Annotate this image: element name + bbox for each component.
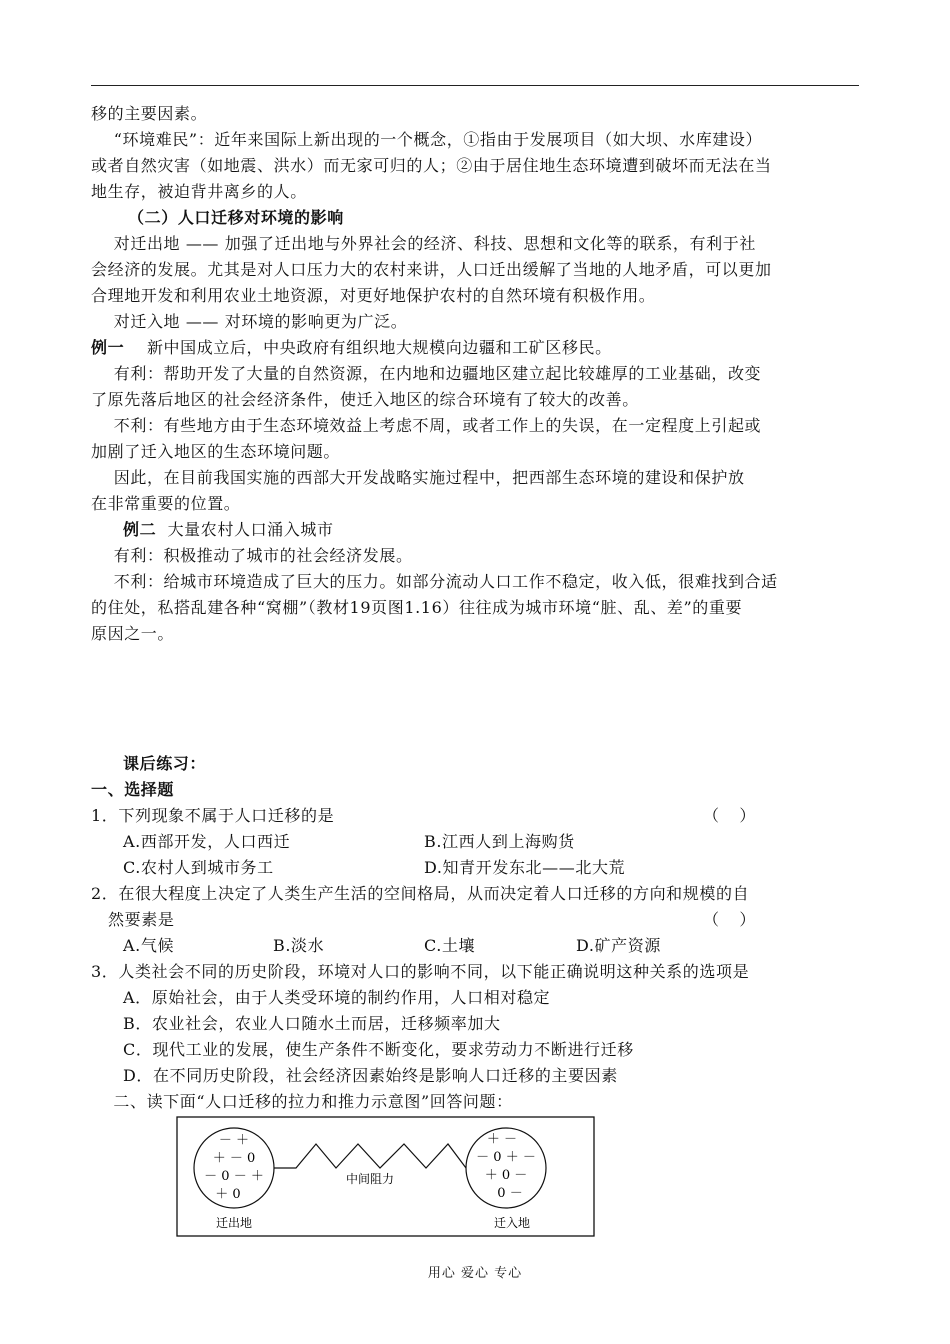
- para-line: 有利：积极推动了城市的社会经济发展。: [91, 546, 413, 565]
- para-line: 的住处，私搭乱建各种“窝棚”（教材19页图1.16）往往成为城市环境“脏、乱、差”的重要: [91, 598, 743, 617]
- resistance-zigzag: [274, 1144, 466, 1168]
- para-line: 加剧了迁入地区的生态环境问题。: [91, 442, 341, 461]
- option-d: D.矿产资源: [576, 936, 661, 955]
- option-b: B.江西人到上海购货: [424, 832, 575, 851]
- para-line: 对迁出地 —— 加强了迁出地与外界社会的经济、科技、思想和文化等的联系，有利于社: [91, 234, 756, 253]
- example-two: [123, 517, 898, 543]
- para-line: 合理地开发和利用农业土地资源，对更好地保护农村的自然环境有积极作用。: [91, 286, 656, 305]
- exercise-section-one: 一、选择题: [91, 780, 175, 799]
- sign-row: 0 －: [497, 1186, 523, 1201]
- sign-row: ＋ －: [486, 1132, 518, 1147]
- example-label: 例二: [123, 520, 157, 539]
- para-line: 在非常重要的位置。: [91, 494, 241, 513]
- question-1-stem: 1．下列现象不属于人口迁移的是: [91, 806, 335, 825]
- destination-signs: [476, 1132, 536, 1201]
- sign-row: ＋ － 0: [212, 1151, 256, 1166]
- option-d: D．在不同历史阶段，社会经济因素始终是影响人口迁移的主要因素: [123, 1066, 618, 1085]
- option-c: C.土壤: [424, 936, 476, 955]
- para-line: 或者自然灾害（如地震、洪水）而无家可归的人；②由于居住地生态环境遭到破坏而无法在当: [91, 156, 772, 175]
- example-text: 大量农村人口涌入城市: [156, 520, 334, 539]
- para-line: 有利：帮助开发了大量的自然资源，在内地和边疆地区建立起比较雄厚的工业基础，改变: [91, 364, 762, 383]
- destination-label: 迁入地: [493, 1216, 531, 1230]
- option-a: A.气候: [123, 936, 175, 955]
- header-rule: [91, 85, 859, 86]
- answer-bracket: （ ）: [703, 910, 756, 929]
- option-c: C．现代工业的发展，使生产条件不断变化，要求劳动力不断进行迁移: [123, 1040, 634, 1059]
- exercise-title: 课后练习：: [123, 754, 207, 773]
- option-b: B.淡水: [273, 936, 325, 955]
- sign-row: ＋ 0 －: [484, 1168, 528, 1183]
- question-3-stem: 3．人类社会不同的历史阶段，环境对人口的影响不同，以下能正确说明这种关系的选项是: [91, 962, 750, 981]
- option-b: B．农业社会，农业人口随水土而居，迁移频率加大: [123, 1014, 501, 1033]
- example-label: 例一: [91, 338, 125, 357]
- para-line: 移的主要因素。: [91, 104, 208, 123]
- sign-row: － ＋: [218, 1133, 250, 1148]
- origin-label: 迁出地: [215, 1216, 253, 1230]
- para-line: 原因之一。: [91, 624, 175, 643]
- migration-push-pull-diagram: [176, 1116, 595, 1237]
- example-text: 新中国成立后，中央政府有组织地大规模向边疆和工矿区移民。: [124, 338, 612, 357]
- answer-bracket: （ ）: [703, 806, 756, 825]
- example-one: [91, 335, 866, 361]
- question-2-stem: 2．在很大程度上决定了人类生产生活的空间格局，从而决定着人口迁移的方向和规模的自: [91, 884, 750, 903]
- option-a: A.西部开发，人口西迁: [123, 832, 291, 851]
- para-line: 不利：给城市环境造成了巨大的压力。如部分流动人口工作不稳定，收入低，很难找到合适: [91, 572, 778, 591]
- option-a: A．原始社会，由于人类受环境的制约作用，人口相对稳定: [123, 988, 551, 1007]
- sign-row: － 0 ＋ －: [476, 1150, 536, 1165]
- exercise-section-two: 二、读下面“人口迁移的拉力和推力示意图”回答问题：: [102, 1092, 513, 1111]
- para-line: “环境难民”：近年来国际上新出现的一个概念，①指由于发展项目（如大坝、水库建设）: [91, 130, 763, 149]
- para-line: 会经济的发展。尤其是对人口压力大的农村来讲，人口迁出缓解了当地的人地矛盾，可以更加: [91, 260, 772, 279]
- section-heading: （二）人口迁移对环境的影响: [91, 208, 344, 227]
- question-2-stem-cont: 然要素是: [91, 910, 175, 929]
- para-line: 了原先落后地区的社会经济条件，使迁入地区的综合环境有了较大的改善。: [91, 390, 639, 409]
- para-line: 因此，在目前我国实施的西部大开发战略实施过程中，把西部生态环境的建设和保护放: [91, 468, 745, 487]
- middle-resistance-label: 中间阻力: [345, 1172, 395, 1186]
- sign-row: － 0 － ＋: [204, 1169, 264, 1184]
- para-line: 不利：有些地方由于生态环境效益上考虑不周，或者工作上的失误，在一定程度上引起或: [91, 416, 762, 435]
- para-line: 对迁入地 —— 对环境的影响更为广泛。: [91, 312, 408, 331]
- para-line: 地生存，被迫背井离乡的人。: [91, 182, 307, 201]
- sign-row: ＋ 0: [215, 1187, 241, 1202]
- origin-signs: [204, 1133, 264, 1202]
- page-footer: 用心 爱心 专心: [427, 1266, 523, 1281]
- option-d: D.知青开发东北——北大荒: [424, 858, 626, 877]
- option-c: C.农村人到城市务工: [123, 858, 274, 877]
